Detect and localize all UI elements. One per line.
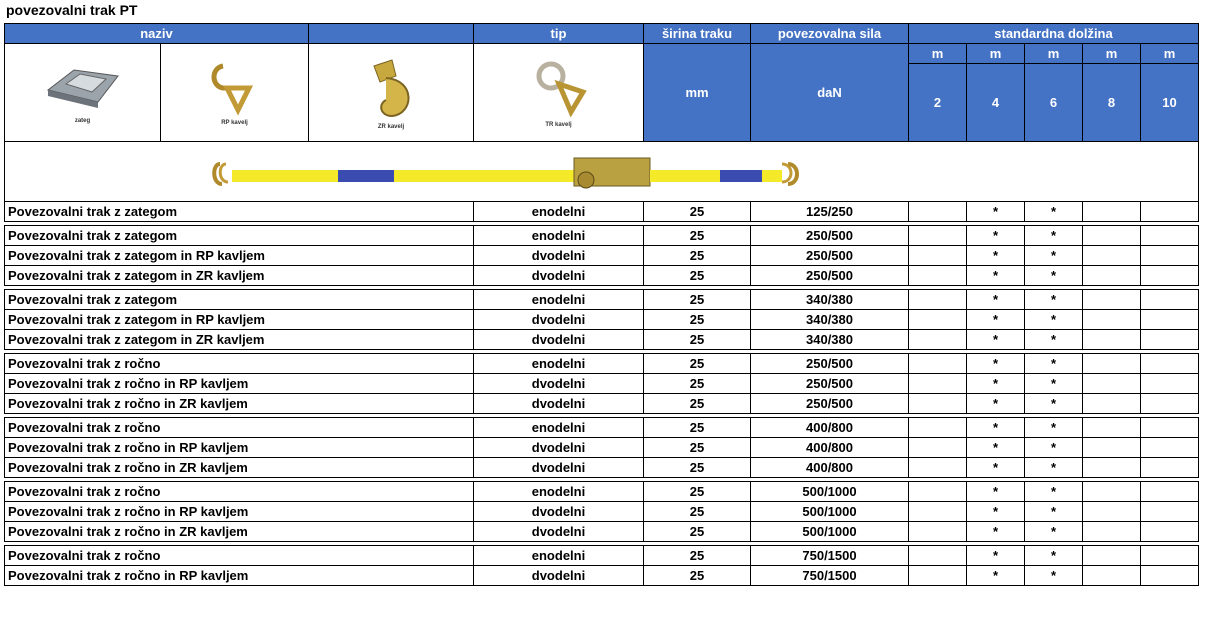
table-row — [5, 522, 1199, 542]
length-10-cell — [1141, 482, 1199, 502]
header-sirina: širina traku — [644, 24, 751, 44]
product-force: 125/250 — [751, 202, 909, 222]
length-8-cell — [1083, 546, 1141, 566]
product-width: 25 — [644, 266, 751, 286]
length-10-cell — [1141, 546, 1199, 566]
product-width: 25 — [644, 566, 751, 586]
length-6-cell: * — [1025, 226, 1083, 246]
table-row — [5, 246, 1199, 266]
caption-zr: ZR kavelj — [377, 123, 405, 130]
length-4-cell: * — [967, 202, 1025, 222]
table-row — [5, 438, 1199, 458]
rp-image-cell — [161, 44, 309, 142]
product-force: 400/800 — [751, 438, 909, 458]
strap-image-row — [5, 142, 1199, 202]
product-name: Povezovalni trak z ročno in RP kavljem — [5, 374, 474, 394]
product-force: 250/500 — [751, 394, 909, 414]
length-8-cell — [1083, 330, 1141, 350]
product-width: 25 — [644, 330, 751, 350]
product-name: Povezovalni trak z zategom in RP kavljem — [5, 246, 474, 266]
unit-m-1: m — [909, 44, 967, 64]
length-2-cell — [909, 502, 967, 522]
header-tip: tip — [474, 24, 644, 44]
length-6-cell: * — [1025, 394, 1083, 414]
length-6-cell: * — [1025, 502, 1083, 522]
length-4-cell: * — [967, 566, 1025, 586]
length-8-cell — [1083, 566, 1141, 586]
length-8: 8 — [1083, 64, 1141, 142]
header-blank — [309, 24, 474, 44]
length-2: 2 — [909, 64, 967, 142]
length-2-cell — [909, 330, 967, 350]
length-2-cell — [909, 458, 967, 478]
length-10-cell — [1141, 374, 1199, 394]
product-name: Povezovalni trak z zategom — [5, 202, 474, 222]
table-row — [5, 202, 1199, 222]
length-4-cell: * — [967, 226, 1025, 246]
table-row — [5, 226, 1199, 246]
product-tip: dvodelni — [474, 374, 644, 394]
product-tip: enodelni — [474, 202, 644, 222]
unit-m-4: m — [1083, 44, 1141, 64]
caption-rp: RP kavelj — [221, 119, 248, 126]
length-6-cell: * — [1025, 482, 1083, 502]
table-row — [5, 394, 1199, 414]
length-4-cell: * — [967, 522, 1025, 542]
length-8-cell — [1083, 354, 1141, 374]
length-10: 10 — [1141, 64, 1199, 142]
length-2-cell — [909, 374, 967, 394]
product-name: Povezovalni trak z ročno in ZR kavljem — [5, 522, 474, 542]
length-6-cell: * — [1025, 202, 1083, 222]
product-tip: dvodelni — [474, 566, 644, 586]
length-2-cell — [909, 266, 967, 286]
product-force: 400/800 — [751, 458, 909, 478]
length-8-cell — [1083, 418, 1141, 438]
length-8-cell — [1083, 246, 1141, 266]
length-10-cell — [1141, 354, 1199, 374]
length-6-cell: * — [1025, 458, 1083, 478]
product-width: 25 — [644, 310, 751, 330]
length-10-cell — [1141, 246, 1199, 266]
length-8-cell — [1083, 482, 1141, 502]
product-name: Povezovalni trak z ročno in RP kavljem — [5, 502, 474, 522]
length-2-cell — [909, 418, 967, 438]
length-8-cell — [1083, 290, 1141, 310]
unit-m-5: m — [1141, 44, 1199, 64]
length-4-cell: * — [967, 546, 1025, 566]
table-row — [5, 374, 1199, 394]
product-width: 25 — [644, 482, 751, 502]
length-10-cell — [1141, 394, 1199, 414]
product-width: 25 — [644, 458, 751, 478]
product-width: 25 — [644, 226, 751, 246]
length-10-cell — [1141, 458, 1199, 478]
length-2-cell — [909, 310, 967, 330]
length-2-cell — [909, 438, 967, 458]
product-name: Povezovalni trak z ročno — [5, 546, 474, 566]
product-force: 500/1000 — [751, 482, 909, 502]
product-name: Povezovalni trak z ročno — [5, 482, 474, 502]
length-8-cell — [1083, 394, 1141, 414]
product-force: 340/380 — [751, 310, 909, 330]
product-tip: enodelni — [474, 418, 644, 438]
ratchet-strap-image — [210, 150, 810, 194]
product-tip: dvodelni — [474, 266, 644, 286]
product-tip: dvodelni — [474, 502, 644, 522]
length-10-cell — [1141, 438, 1199, 458]
length-2-cell — [909, 246, 967, 266]
product-width: 25 — [644, 374, 751, 394]
product-width: 25 — [644, 290, 751, 310]
product-name: Povezovalni trak z ročno in ZR kavljem — [5, 394, 474, 414]
unit-m-2: m — [967, 44, 1025, 64]
length-10-cell — [1141, 566, 1199, 586]
length-6-cell: * — [1025, 374, 1083, 394]
length-2-cell — [909, 394, 967, 414]
length-10-cell — [1141, 226, 1199, 246]
product-width: 25 — [644, 202, 751, 222]
length-4-cell: * — [967, 482, 1025, 502]
length-8-cell — [1083, 458, 1141, 478]
product-force: 750/1500 — [751, 566, 909, 586]
product-name: Povezovalni trak z ročno in ZR kavljem — [5, 458, 474, 478]
length-10-cell — [1141, 502, 1199, 522]
product-name: Povezovalni trak z ročno in RP kavljem — [5, 438, 474, 458]
product-width: 25 — [644, 394, 751, 414]
length-8-cell — [1083, 374, 1141, 394]
table-row — [5, 546, 1199, 566]
table-row — [5, 354, 1199, 374]
unit-dan: daN — [751, 44, 909, 142]
length-10-cell — [1141, 418, 1199, 438]
length-6-cell: * — [1025, 246, 1083, 266]
product-tip: dvodelni — [474, 330, 644, 350]
product-width: 25 — [644, 546, 751, 566]
product-force: 500/1000 — [751, 502, 909, 522]
length-4-cell: * — [967, 438, 1025, 458]
length-2-cell — [909, 566, 967, 586]
product-name: Povezovalni trak z zategom in ZR kavljem — [5, 266, 474, 286]
table-row — [5, 290, 1199, 310]
length-4-cell: * — [967, 354, 1025, 374]
product-force: 340/380 — [751, 290, 909, 310]
length-6: 6 — [1025, 64, 1083, 142]
product-width: 25 — [644, 354, 751, 374]
product-name: Povezovalni trak z zategom — [5, 290, 474, 310]
caption-tr: TR kavelj — [545, 121, 572, 128]
length-8-cell — [1083, 310, 1141, 330]
length-6-cell: * — [1025, 418, 1083, 438]
length-4-cell: * — [967, 266, 1025, 286]
length-4: 4 — [967, 64, 1025, 142]
unit-m-3: m — [1025, 44, 1083, 64]
product-tip: dvodelni — [474, 310, 644, 330]
product-tip: enodelni — [474, 482, 644, 502]
length-8-cell — [1083, 438, 1141, 458]
length-6-cell: * — [1025, 566, 1083, 586]
length-6-cell: * — [1025, 290, 1083, 310]
product-name: Povezovalni trak z zategom in ZR kavljem — [5, 330, 474, 350]
product-name: Povezovalni trak z ročno — [5, 418, 474, 438]
table-row — [5, 418, 1199, 438]
product-name: Povezovalni trak z zategom — [5, 226, 474, 246]
product-force: 250/500 — [751, 374, 909, 394]
length-8-cell — [1083, 502, 1141, 522]
product-tip: enodelni — [474, 290, 644, 310]
length-6-cell: * — [1025, 330, 1083, 350]
product-width: 25 — [644, 502, 751, 522]
product-name: Povezovalni trak z ročno — [5, 354, 474, 374]
length-2-cell — [909, 290, 967, 310]
length-8-cell — [1083, 202, 1141, 222]
header-naziv: naziv — [5, 24, 309, 44]
length-6-cell: * — [1025, 438, 1083, 458]
length-6-cell: * — [1025, 522, 1083, 542]
header-sila: povezovalna sila — [751, 24, 909, 44]
length-4-cell: * — [967, 502, 1025, 522]
length-2-cell — [909, 546, 967, 566]
length-4-cell: * — [967, 418, 1025, 438]
length-10-cell — [1141, 310, 1199, 330]
length-2-cell — [909, 522, 967, 542]
length-6-cell: * — [1025, 310, 1083, 330]
table-row — [5, 266, 1199, 286]
product-force: 340/380 — [751, 330, 909, 350]
length-6-cell: * — [1025, 354, 1083, 374]
length-6-cell: * — [1025, 546, 1083, 566]
caption-zateg: zateg — [74, 117, 91, 124]
unit-mm: mm — [644, 44, 751, 142]
length-4-cell: * — [967, 290, 1025, 310]
tr-hook-icon — [521, 58, 597, 120]
length-2-cell — [909, 482, 967, 502]
length-10-cell — [1141, 522, 1199, 542]
buckle-icon — [40, 62, 126, 116]
length-2-cell — [909, 202, 967, 222]
header-dolzina: standardna dolžina — [909, 24, 1199, 44]
table-row — [5, 330, 1199, 350]
product-width: 25 — [644, 246, 751, 266]
table-row — [5, 458, 1199, 478]
length-2-cell — [909, 226, 967, 246]
product-force: 750/1500 — [751, 546, 909, 566]
rp-hook-icon — [205, 60, 265, 118]
page-title: povezovalni trak PT — [6, 2, 138, 18]
length-6-cell: * — [1025, 266, 1083, 286]
product-force: 250/500 — [751, 246, 909, 266]
product-tip: enodelni — [474, 354, 644, 374]
zr-image-cell — [309, 44, 474, 142]
length-8-cell — [1083, 266, 1141, 286]
product-width: 25 — [644, 418, 751, 438]
product-force: 250/500 — [751, 266, 909, 286]
length-10-cell — [1141, 202, 1199, 222]
product-tip: dvodelni — [474, 246, 644, 266]
length-2-cell — [909, 354, 967, 374]
tr-image-cell — [474, 44, 644, 142]
product-tip: dvodelni — [474, 458, 644, 478]
length-10-cell — [1141, 290, 1199, 310]
length-4-cell: * — [967, 394, 1025, 414]
product-force: 400/800 — [751, 418, 909, 438]
product-tip: dvodelni — [474, 438, 644, 458]
product-tip: dvodelni — [474, 522, 644, 542]
length-8-cell — [1083, 226, 1141, 246]
table-row — [5, 482, 1199, 502]
length-4-cell: * — [967, 310, 1025, 330]
length-8-cell — [1083, 522, 1141, 542]
length-4-cell: * — [967, 330, 1025, 350]
length-4-cell: * — [967, 458, 1025, 478]
product-width: 25 — [644, 438, 751, 458]
zr-hook-icon — [356, 56, 426, 122]
length-10-cell — [1141, 266, 1199, 286]
product-tip: enodelni — [474, 226, 644, 246]
product-width: 25 — [644, 522, 751, 542]
zateg-image-cell — [5, 44, 161, 142]
table-row — [5, 502, 1199, 522]
product-tip: enodelni — [474, 546, 644, 566]
product-force: 250/500 — [751, 226, 909, 246]
product-table — [4, 23, 1199, 586]
length-4-cell: * — [967, 374, 1025, 394]
product-name: Povezovalni trak z ročno in RP kavljem — [5, 566, 474, 586]
product-tip: dvodelni — [474, 394, 644, 414]
product-force: 500/1000 — [751, 522, 909, 542]
table-row — [5, 566, 1199, 586]
table-row — [5, 310, 1199, 330]
product-force: 250/500 — [751, 354, 909, 374]
length-4-cell: * — [967, 246, 1025, 266]
length-10-cell — [1141, 330, 1199, 350]
product-name: Povezovalni trak z zategom in RP kavljem — [5, 310, 474, 330]
